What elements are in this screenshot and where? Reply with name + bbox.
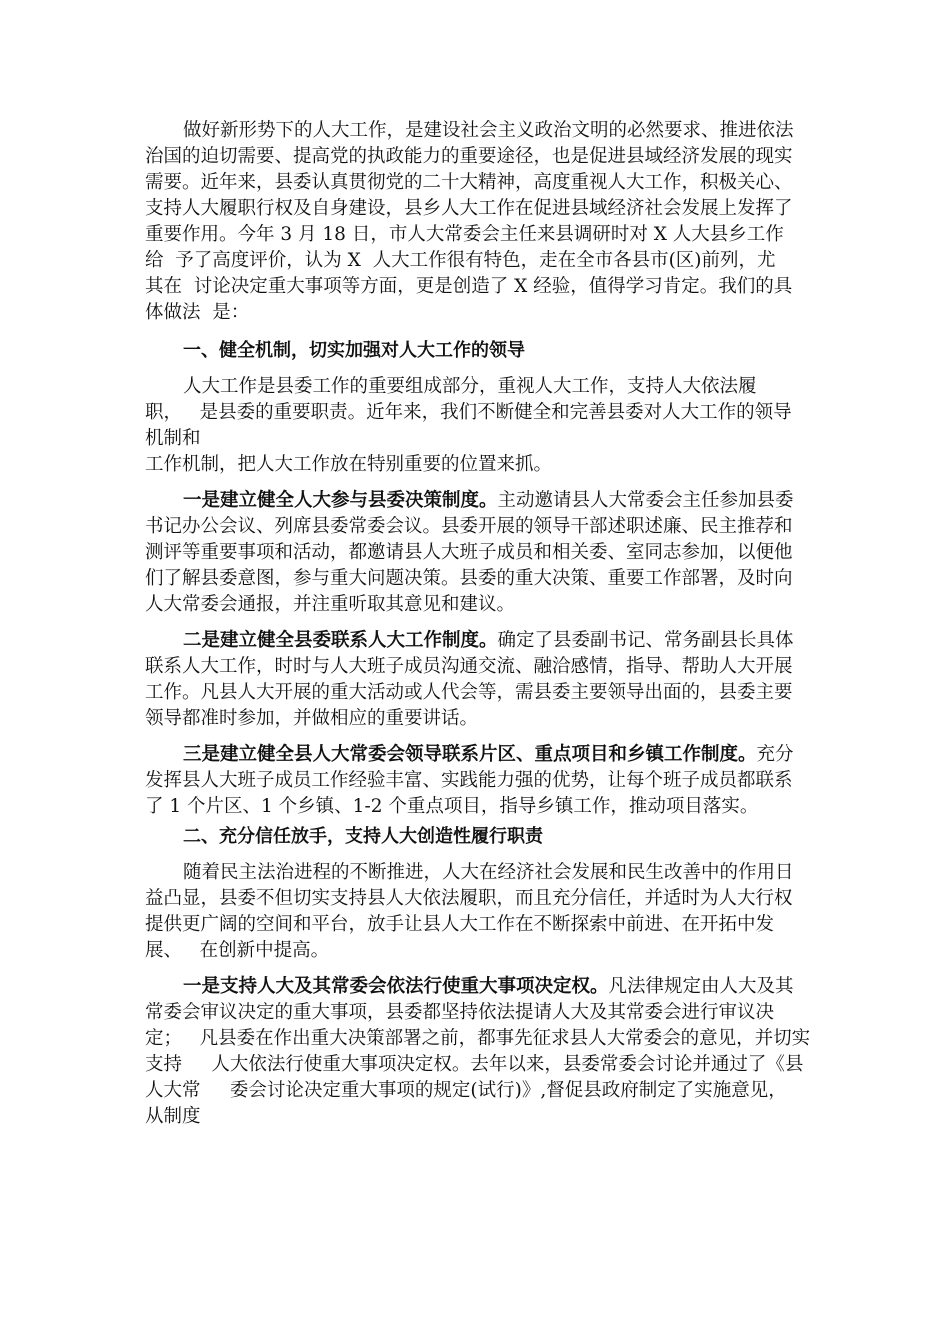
item-text: 确定了县委副书记、常务副县长具体 [497,630,794,651]
text-line: 随着民主法治进程的不断推进，人大在经济社会发展和民生改善中的作用日 [183,862,794,883]
text-line: 人大工作是县委工作的重要组成部分，重视人大工作，支持人大依法履 [183,376,757,397]
section1-paragraph [145,374,817,478]
intro-paragraph [145,118,817,326]
text-line: 提供更广阔的空间和平台，放手让县人大工作在不断探索中前进、在开拓中发 [145,914,775,935]
document-page [145,118,817,1130]
text-line: 书记办公会议、列席县委常委会议。县委开展的领导干部述职述廉、民主推荐和 [145,516,793,537]
item-paragraph [145,742,817,820]
item-lead: 一是支持人大及其常委会依法行使重大事项决定权。 [183,976,609,997]
text-line: 领导都准时参加，并做相应的重要讲话。 [145,708,479,729]
text-line [145,628,817,654]
text-line [145,974,817,1000]
text-line: 体做法 是： [145,302,250,323]
text-line: 定； 凡县委在作出重大决策部署之前，都事先征求县人大常委会的意见，并切实 [145,1028,811,1049]
text-line: 从制度 [145,1106,201,1127]
text-line: 职， 是县委的重要职责。近年来，我们不断健全和完善县委对人大工作的领导 [145,402,792,423]
item-text: 凡法律规定由人大及其 [608,976,794,997]
text-line: 支持人大履职行权及自身建设，县乡人大工作在促进县域经济社会发展上发挥了 [145,198,793,219]
text-line: 其在 讨论决定重大事项等方面，更是创造了 X 经验，值得学习肯定。我们的具 [145,276,793,297]
item-lead: 三是建立健全县人大常委会领导联系片区、重点项目和乡镇工作制度。 [183,744,757,765]
text-line: 人大常委会通报，并注重听取其意见和建议。 [145,594,516,615]
text-line: 联系人大工作，时时与人大班子成员沟通交流、融洽感情，指导、帮助人大开展 [145,656,793,677]
item-paragraph [145,488,817,618]
text-line: 们了解县委意图，参与重大问题决策。县委的重大决策、重要工作部署，及时向 [145,568,793,589]
text-line: 常委会审议决定的重大事项，县委都坚持依法提请人大及其常委会进行审议决 [145,1002,775,1023]
item-lead: 二是建立健全县委联系人大工作制度。 [183,630,498,651]
text-line: 了 1 个片区、1 个乡镇、1-2 个重点项目，指导乡镇工作，推动项目落实。 [145,796,759,817]
item-text: 主动邀请县人大常委会主任参加县委 [497,490,794,511]
text-line: 需要。近年来，县委认真贯彻党的二十大精神，高度重视人大工作，积极关心、 [145,172,793,193]
section-heading: 二、充分信任放手，支持人大创造性履行职责 [183,826,543,847]
section2-paragraph [145,860,817,964]
text-line [145,742,817,768]
text-line: 做好新形势下的人大工作，是建设社会主义政治文明的必然要求、推进依法 [183,120,794,141]
text-line: 发挥县人大班子成员工作经验丰富、实践能力强的优势，让每个班子成员都联系 [145,770,793,791]
text-line: 工作机制，把人大工作放在特别重要的位置来抓。 [145,454,553,475]
text-line: 机制和 [145,428,201,449]
text-line: 人大常 委会讨论决定重大事项的规定(试行)》,督促县政府制定了实施意见， [145,1080,787,1101]
text-line: 工作。凡县人大开展的重大活动或人代会等，需县委主要领导出面的，县委主要 [145,682,793,703]
text-line: 支持 人大依法行使重大事项决定权。去年以来，县委常委会讨论并通过了《县 [145,1054,804,1075]
item-paragraph [145,628,817,732]
text-line: 展、 在创新中提高。 [145,940,330,961]
item-text: 充分 [756,744,794,765]
text-line: 益凸显，县委不但切实支持县人大依法履职，而且充分信任，并适时为人大行权 [145,888,793,909]
item-paragraph [145,974,817,1130]
section-heading: 一、健全机制，切实加强对人大工作的领导 [183,340,525,361]
item-lead: 一是建立健全人大参与县委决策制度。 [183,490,498,511]
text-line: 重要作用。今年 3 月 18 日，市人大常委会主任来县调研时对 X 人大县乡工作 [145,224,784,245]
text-line [145,488,817,514]
text-line: 治国的迫切需要、提高党的执政能力的重要途径，也是促进县域经济发展的现实 [145,146,793,167]
text-line: 给 予了高度评价，认为 X 人大工作很有特色，走在全市各县市(区)前列，尤 [145,250,776,271]
text-line: 测评等重要事项和活动，都邀请县人大班子成员和相关委、室同志参加，以便他 [145,542,793,563]
